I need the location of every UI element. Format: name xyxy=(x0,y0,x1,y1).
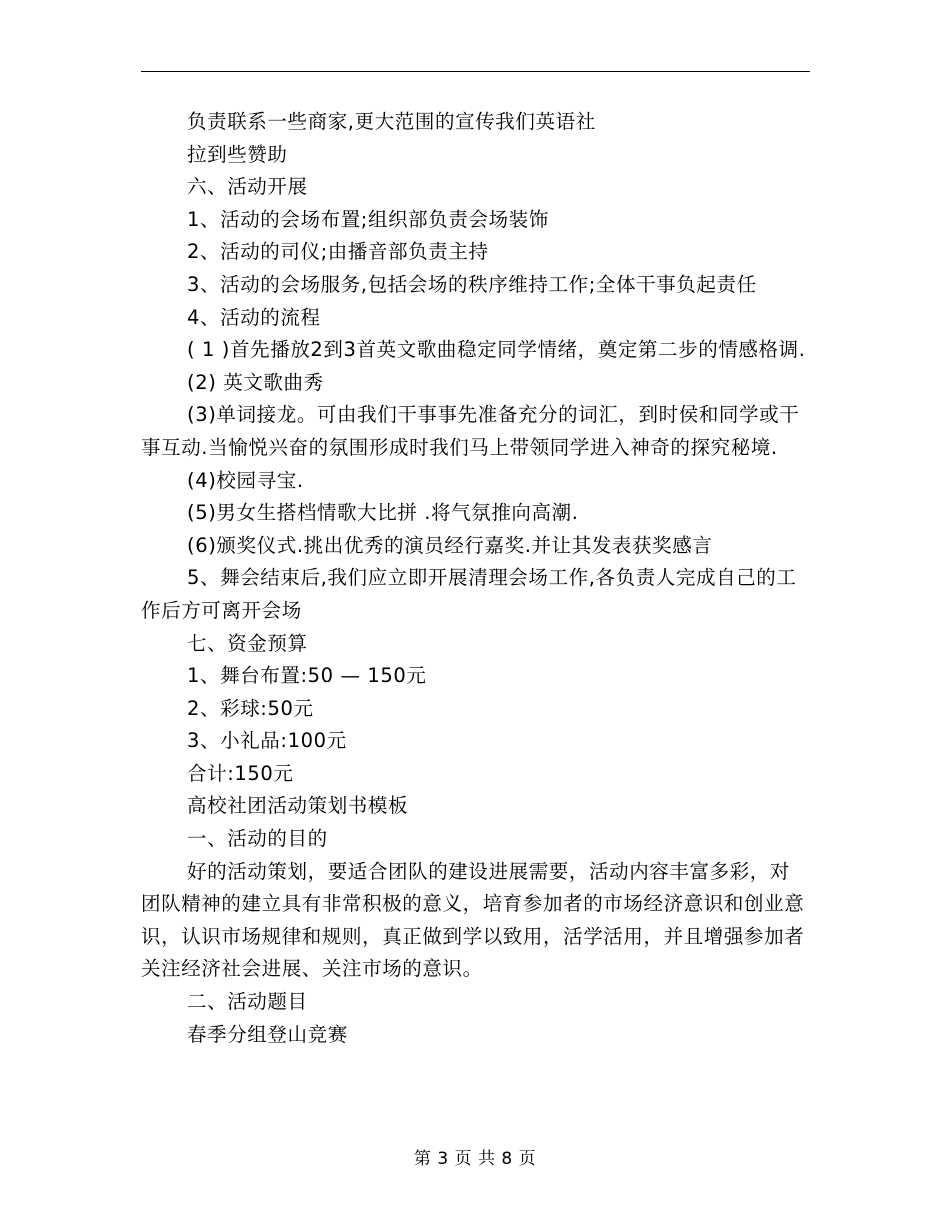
paragraph: 2、活动的司仪;由播音部负责主持 xyxy=(187,240,489,264)
paragraph: (4)校园寻宝. xyxy=(187,468,304,492)
paragraph: 高校社团活动策划书模板 xyxy=(187,794,409,818)
paragraph: 春季分组登山竞赛 xyxy=(187,1022,348,1046)
paragraph: 5、舞会结束后,我们应立即开展清理会场工作,各负责人完成自己的工作后方可离开会场 xyxy=(141,566,797,622)
paragraph: (5)男女生搭档情歌大比拼 .将气氛推向高潮. xyxy=(187,501,579,525)
page-number-footer: 第 3 页 共 8 页 xyxy=(413,1149,537,1169)
paragraph: 4、活动的流程 xyxy=(187,305,321,329)
paragraph: 1、活动的会场布置;组织部负责会场装饰 xyxy=(187,207,549,231)
paragraph: 一、活动的目的 xyxy=(187,827,328,851)
paragraph: (3)单词接龙。可由我们干事事先准备充分的词汇，到时侯和同学或干事互动.当愉悦兴奋的氛围形成时我们马上带领同学进入神奇的探究秘境. xyxy=(141,403,800,459)
paragraph: 2、彩球:50元 xyxy=(187,696,314,720)
paragraph: 3、活动的会场服务,包括会场的秩序维持工作;全体干事负起责任 xyxy=(187,272,757,296)
paragraph: 1、舞台布置:50 — 150元 xyxy=(187,664,427,688)
paragraph: 拉到些赞助 xyxy=(187,142,288,166)
paragraph: (2) 英文歌曲秀 xyxy=(187,370,324,394)
paragraph: ( 1 )首先播放2到3首英文歌曲稳定同学情绪，奠定第二步的情感格调. xyxy=(187,338,806,362)
paragraph: 合计:150元 xyxy=(187,761,294,785)
paragraph: 二、活动题目 xyxy=(187,990,308,1014)
document-body xyxy=(141,106,810,1051)
paragraph: 六、活动开展 xyxy=(187,175,308,199)
paragraph: 负责联系一些商家,更大范围的宣传我们英语社 xyxy=(187,110,596,133)
paragraph: 七、资金预算 xyxy=(187,631,308,655)
paragraph: 3、小礼品:100元 xyxy=(187,729,347,753)
paragraph: (6)颁奖仪式.挑出优秀的演员经行嘉奖.并让其发表获奖感言 xyxy=(187,533,713,557)
header-rule xyxy=(141,71,810,72)
paragraph: 好的活动策划，要适合团队的建设进展需要，活动内容丰富多彩，对团队精神的建立具有非常积极的意义，培育参加者的市场经济意识和创业意识，认识市场规律和规则，真正做到学以致用，活学活用，并且增强参加者关注经济社会进展、关注市场的意识。 xyxy=(141,859,805,981)
